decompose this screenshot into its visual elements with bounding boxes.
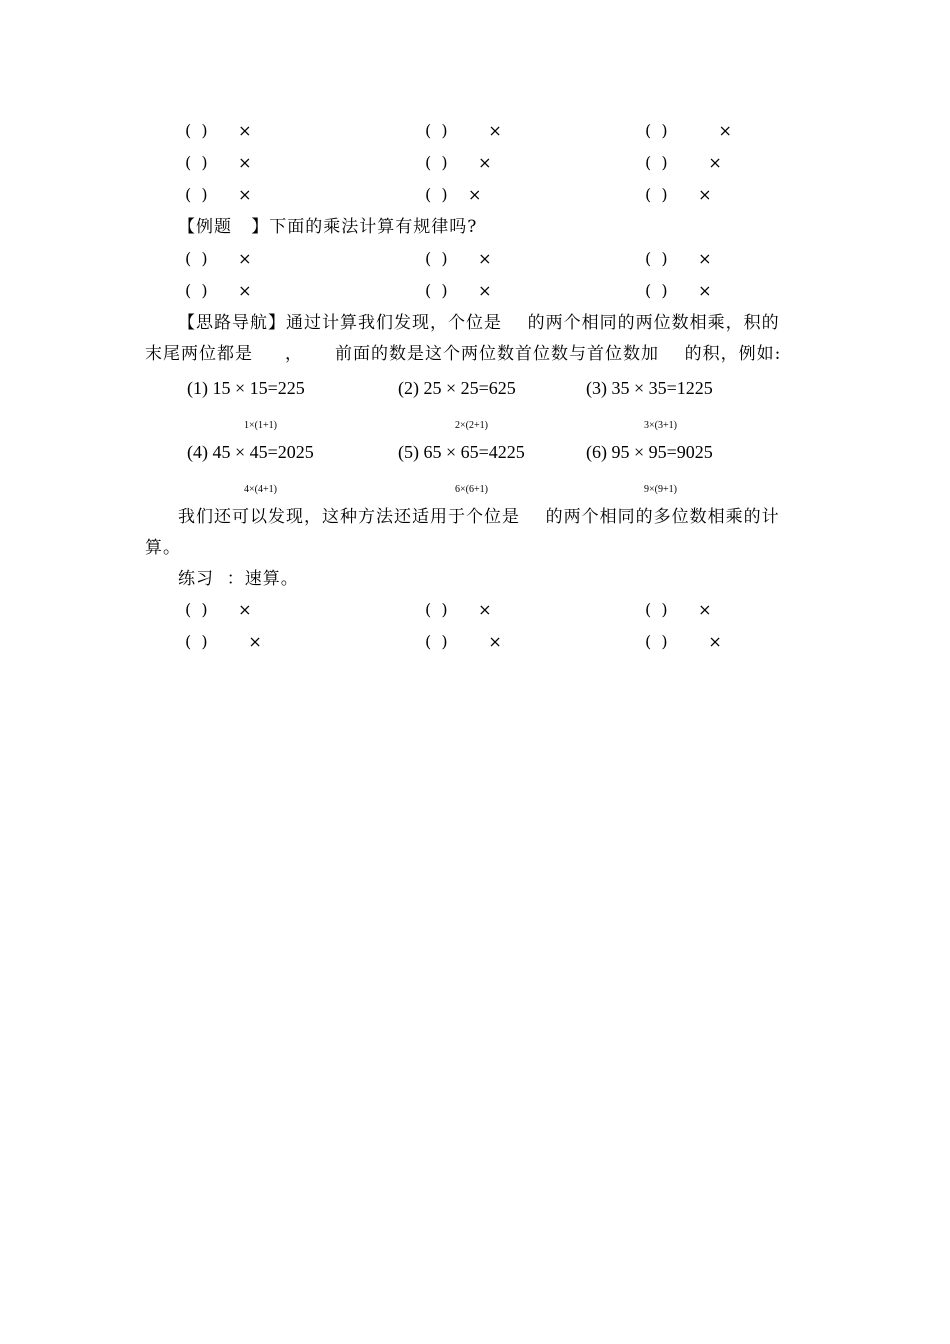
practice-cell: ( ) × xyxy=(185,632,262,651)
example-note: 6×(6+1) xyxy=(455,484,488,495)
practice-cell: ( ) × xyxy=(185,281,252,300)
example-equation: (3) 35 × 35=1225 xyxy=(586,378,713,398)
practice-cell: ( ) × xyxy=(425,249,492,268)
example-note: 4×(4+1) xyxy=(244,484,277,495)
practice-row xyxy=(0,630,950,654)
example-heading: 【例题 】下面的乘法计算有规律吗? xyxy=(178,217,478,237)
practice-row xyxy=(0,183,950,207)
example-equation: (2) 25 × 25=625 xyxy=(398,378,516,398)
example-equation: (4) 45 × 45=2025 xyxy=(187,442,314,462)
guide-line: 【思路导航】通过计算我们发现，个位是 的两个相同的两位数相乘，积的 xyxy=(178,313,780,333)
practice-cell: ( ) × xyxy=(425,185,482,204)
exercise-heading: 练习 ：速算。 xyxy=(178,569,299,589)
practice-cell: ( ) × xyxy=(645,281,712,300)
example-equation: (6) 95 × 95=9025 xyxy=(586,442,713,462)
practice-row xyxy=(0,119,950,143)
practice-cell: ( ) × xyxy=(185,185,252,204)
practice-row xyxy=(0,151,950,175)
summary-line: 我们还可以发现，这种方法还适用于个位是 的两个相同的多位数相乘的计 xyxy=(178,507,780,527)
guide-line: 末尾两位都是 ， 前面的数是这个两位数首位数与首位数加 的积，例如: xyxy=(145,344,782,364)
practice-cell: ( ) × xyxy=(185,600,252,619)
practice-cell: ( ) × xyxy=(425,632,502,651)
practice-cell: ( ) × xyxy=(185,153,252,172)
practice-row xyxy=(0,598,950,622)
practice-cell: ( ) × xyxy=(185,121,252,140)
practice-cell: ( ) × xyxy=(645,185,712,204)
practice-cell: ( ) × xyxy=(645,121,732,140)
example-note: 9×(9+1) xyxy=(644,484,677,495)
practice-row xyxy=(0,279,950,303)
practice-cell: ( ) × xyxy=(425,153,492,172)
example-equation: (1) 15 × 15=225 xyxy=(187,378,305,398)
practice-cell: ( ) × xyxy=(645,153,722,172)
example-equation: (5) 65 × 65=4225 xyxy=(398,442,525,462)
example-note: 2×(2+1) xyxy=(455,420,488,431)
summary-line: 算。 xyxy=(145,538,181,558)
practice-cell: ( ) × xyxy=(425,281,492,300)
practice-row xyxy=(0,247,950,271)
practice-cell: ( ) × xyxy=(425,600,492,619)
example-note: 1×(1+1) xyxy=(244,420,277,431)
practice-cell: ( ) × xyxy=(185,249,252,268)
practice-cell: ( ) × xyxy=(645,600,712,619)
practice-cell: ( ) × xyxy=(645,249,712,268)
practice-cell: ( ) × xyxy=(425,121,502,140)
practice-cell: ( ) × xyxy=(645,632,722,651)
example-note: 3×(3+1) xyxy=(644,420,677,431)
